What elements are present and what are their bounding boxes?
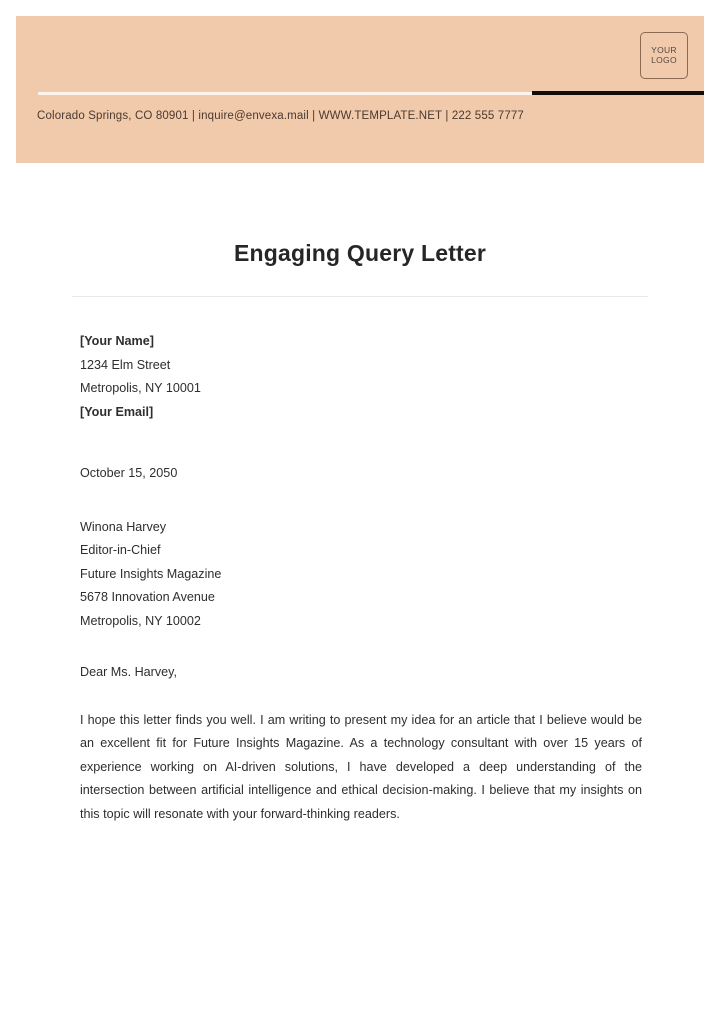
contact-info: Colorado Springs, CO 80901 | inquire@envexa.mail | WWW.TEMPLATE.NET | 222 555 7777 — [37, 110, 524, 122]
salutation: Dear Ms. Harvey, — [80, 665, 178, 679]
sender-name: [Your Name] — [80, 334, 154, 348]
sender-street: 1234 Elm Street — [80, 357, 171, 372]
spacer-before-body — [80, 685, 642, 709]
divider-light-segment — [38, 92, 532, 95]
recipient-city-state-zip: Metropolis, NY 10002 — [80, 613, 201, 628]
recipient-street: 5678 Innovation Avenue — [80, 590, 215, 604]
page-title: Engaging Query Letter — [233, 240, 487, 266]
recipient-role: Editor-in-Chief — [80, 543, 161, 557]
spacer-before-salutation — [80, 633, 642, 661]
logo-line-2: LOGO — [651, 54, 677, 65]
divider-dark-segment — [532, 91, 704, 95]
sender-city-state-zip: Metropolis, NY 10001 — [80, 381, 201, 395]
logo-line-1: YOUR — [651, 44, 677, 55]
logo-placeholder — [640, 32, 688, 79]
letter-content — [80, 330, 642, 826]
title-divider — [72, 296, 648, 297]
body-paragraph: I hope this letter finds you well. I am writing to present my idea for an article that I believe would be an excellent fit for Future Insights Magazine. As a technology consultant with over 15 years of experience working on AI-driven solutions, I have developed a deep understanding of the intersection between artificial intelligence and ethical decision-making. I believe that my insights on this topic will resonate with your forward-thinking readers. — [80, 712, 642, 821]
spacer-before-date — [80, 424, 642, 462]
recipient-block — [80, 516, 642, 634]
spacer-before-recipient — [80, 486, 642, 516]
letter-date: October 15, 2050 — [80, 466, 178, 480]
letter-date-block — [80, 462, 642, 486]
salutation-block — [80, 661, 642, 685]
recipient-name: Winona Harvey — [80, 519, 167, 534]
letterhead-header — [16, 16, 704, 163]
header-divider — [38, 91, 704, 95]
sender-email: [Your Email] — [80, 404, 154, 419]
sender-block — [80, 330, 642, 424]
recipient-organization: Future Insights Magazine — [80, 566, 222, 581]
